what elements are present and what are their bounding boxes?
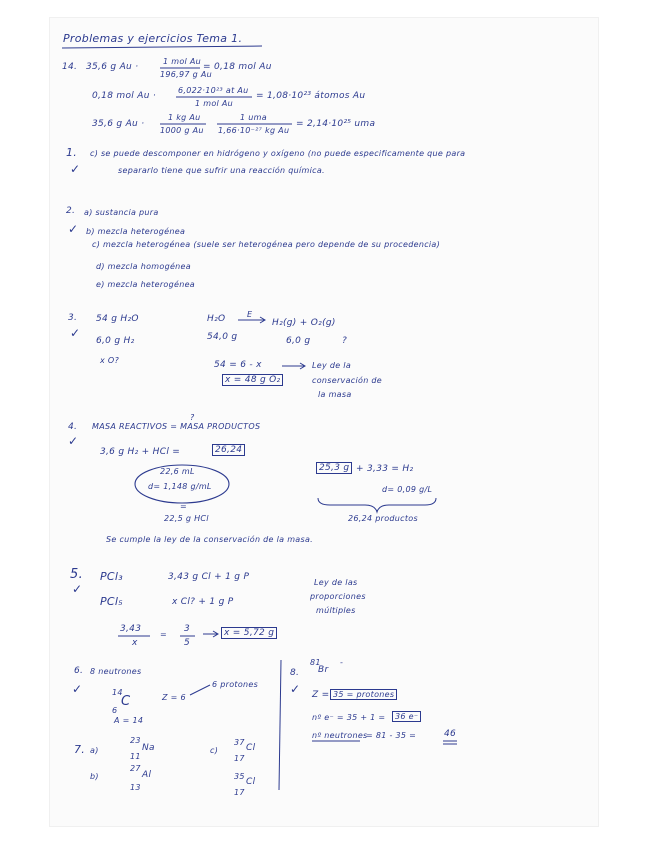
p7-b-symbol: Al xyxy=(142,770,152,780)
p5-r1-compound: PCl₃ xyxy=(100,570,123,583)
p5-r2-compound: PCl₅ xyxy=(100,595,123,608)
p1-line2: separarlo tiene que sufrir una reacción química. xyxy=(118,166,325,175)
p4-eq-box: 26,24 xyxy=(212,444,245,456)
p8-n-result: 46 xyxy=(444,729,457,739)
p3-products: H₂(g) + O₂(g) xyxy=(272,318,336,328)
p6-number: 6. xyxy=(74,666,84,676)
p7-a-z: 11 xyxy=(130,752,141,761)
p4-head: MASA REACTIVOS = MASA PRODUCTOS xyxy=(92,422,261,431)
p6-atomic-number: 6 xyxy=(112,706,118,715)
p6-protons: 6 protones xyxy=(212,680,259,689)
p14-frac2-num: 6,022·10²³ at Au xyxy=(178,86,249,95)
p2-a: a) sustancia pura xyxy=(84,208,159,217)
p7-c-symbol: Cl xyxy=(246,743,256,753)
p3-answer-box: x = 48 g O₂ xyxy=(222,374,283,386)
p8-e-label: nº e⁻ = 35 + 1 = xyxy=(312,713,386,722)
p8-n-label: nº neutrones xyxy=(312,731,368,740)
p7-b-mass: 27 xyxy=(130,764,141,773)
check-mark-icon: ✓ xyxy=(70,162,81,176)
p14-number: 14. xyxy=(62,62,78,72)
p7-a-mass: 23 xyxy=(130,736,141,745)
p6-symbol: C xyxy=(121,694,131,709)
p14-frac3-num: 1 kg Au xyxy=(168,113,201,122)
p7-d-symbol: Cl xyxy=(246,777,256,787)
p5-frac1-num: 3,43 xyxy=(120,624,142,634)
p3-reactant: H₂O xyxy=(207,314,226,324)
check-mark-icon: ✓ xyxy=(72,582,83,596)
p3-l3: x O? xyxy=(100,356,120,365)
p4-conclusion: Se cumple la ley de la conservación de la masa. xyxy=(106,535,313,544)
p4-right-result: 26,24 productos xyxy=(348,514,418,523)
p3-l1: 54 g H₂O xyxy=(96,314,139,324)
p5-r2-mass: x Cl? + 1 g P xyxy=(172,597,234,607)
p4-right-rest: + 3,33 = H₂ xyxy=(356,464,414,474)
p3-law1: Ley de la xyxy=(312,361,352,370)
p4-question-mark: ? xyxy=(190,413,195,422)
p5-frac2-den: 5 xyxy=(184,638,191,648)
p4-right-density: d= 0,09 g/L xyxy=(382,485,433,494)
p3-arrow-label: E xyxy=(247,310,253,319)
p7-c-z: 17 xyxy=(234,754,245,763)
p7-a-symbol: Na xyxy=(142,743,155,753)
p7-number: 7. xyxy=(74,743,86,756)
p5-r1-mass: 3,43 g Cl + 1 g P xyxy=(168,572,250,582)
p2-c: c) mezcla heterogénea (suele ser heterogénea pero depende de su procedencia) xyxy=(92,240,441,249)
p3-r2: 6,0 g xyxy=(286,336,311,346)
p4-eq: 3,6 g H₂ + HCl = xyxy=(100,447,181,457)
p2-number: 2. xyxy=(66,206,76,216)
p14-line3: 35,6 g Au · xyxy=(92,119,145,129)
p4-left-result: 22,5 g HCl xyxy=(164,514,209,523)
p5-equals: = xyxy=(160,630,168,639)
p8-number: 8. xyxy=(290,668,300,678)
p14-res1: = 0,18 mol Au xyxy=(203,62,272,72)
p5-frac1-den: x xyxy=(132,638,138,648)
p1-line1: c) se puede descomponer en hidrógeno y oxígeno (no puede especificamente que para xyxy=(90,149,466,158)
p14-frac3-den: 1000 g Au xyxy=(160,126,204,135)
p5-law3: múltiples xyxy=(316,606,356,615)
p14-line1: 35,6 g Au · xyxy=(86,62,139,72)
p7-c-label: c) xyxy=(210,746,219,755)
p5-law2: proporciones xyxy=(310,592,366,601)
p6-mass-number: 14 xyxy=(112,688,123,697)
p3-l2: 6,0 g H₂ xyxy=(96,336,135,346)
p3-number: 3. xyxy=(68,313,78,323)
p6-z: Z = 6 xyxy=(162,693,186,702)
p8-z-box: 35 = protones xyxy=(330,689,397,700)
p2-e: e) mezcla heterogénea xyxy=(96,280,195,289)
p8-e-box: 36 e⁻ xyxy=(392,711,421,722)
p4-equals: = xyxy=(180,502,188,511)
page-title: Problemas y ejercicios Tema 1. xyxy=(63,32,243,45)
p7-d-mass: 35 xyxy=(234,772,245,781)
p4-oval-volume: 22,6 mL xyxy=(160,467,195,476)
check-mark-icon: ✓ xyxy=(68,434,79,448)
p8-z: Z = xyxy=(312,690,330,700)
check-mark-icon: ✓ xyxy=(72,682,83,696)
check-mark-icon: ✓ xyxy=(70,326,81,340)
p7-d-z: 17 xyxy=(234,788,245,797)
p6-head: 8 neutrones xyxy=(90,667,142,676)
p6-a: A = 14 xyxy=(114,716,144,725)
p2-d: d) mezcla homogénea xyxy=(96,262,191,271)
p5-frac2-num: 3 xyxy=(184,624,191,634)
p14-res2: = 1,08·10²³ átomos Au xyxy=(256,91,366,101)
p5-number: 5. xyxy=(70,567,84,582)
p7-b-z: 13 xyxy=(130,783,141,792)
p1-number: 1. xyxy=(66,146,78,159)
p2-b: b) mezcla heterogénea xyxy=(86,227,186,236)
p8-n-calc: = 81 - 35 = xyxy=(366,731,417,740)
p7-a-label: a) xyxy=(90,746,99,755)
p8-charge: - xyxy=(340,658,344,667)
p14-frac2-den: 1 mol Au xyxy=(195,99,234,108)
p3-r3: ? xyxy=(342,336,348,346)
p3-r1: 54,0 g xyxy=(207,332,238,342)
p14-line2: 0,18 mol Au · xyxy=(92,91,157,101)
p5-law1: Ley de las xyxy=(314,578,358,587)
p4-right-box: 25,3 g xyxy=(316,462,352,474)
p8-mass: 81 xyxy=(310,658,321,667)
p14-frac4-num: 1 uma xyxy=(240,113,267,122)
p14-res3: = 2,14·10²⁵ uma xyxy=(296,119,376,129)
p14-frac1-num: 1 mol Au xyxy=(163,57,202,66)
p8-symbol: Br xyxy=(318,665,329,675)
p3-calc: 54 = 6 - x xyxy=(214,360,262,370)
p3-law2: conservación de xyxy=(312,376,383,385)
p3-law3: la masa xyxy=(318,390,352,399)
p4-number: 4. xyxy=(68,422,78,432)
p14-frac4-den: 1,66·10⁻²⁷ kg Au xyxy=(218,126,290,135)
check-mark-icon: ✓ xyxy=(290,682,301,696)
p7-b-label: b) xyxy=(90,772,99,781)
p4-oval-density: d= 1,148 g/mL xyxy=(148,482,212,491)
p7-c-mass: 37 xyxy=(234,738,245,747)
check-mark-icon: ✓ xyxy=(68,222,79,236)
p5-answer-box: x = 5,72 g xyxy=(221,627,277,639)
p14-frac1-den: 196,97 g Au xyxy=(160,70,212,79)
